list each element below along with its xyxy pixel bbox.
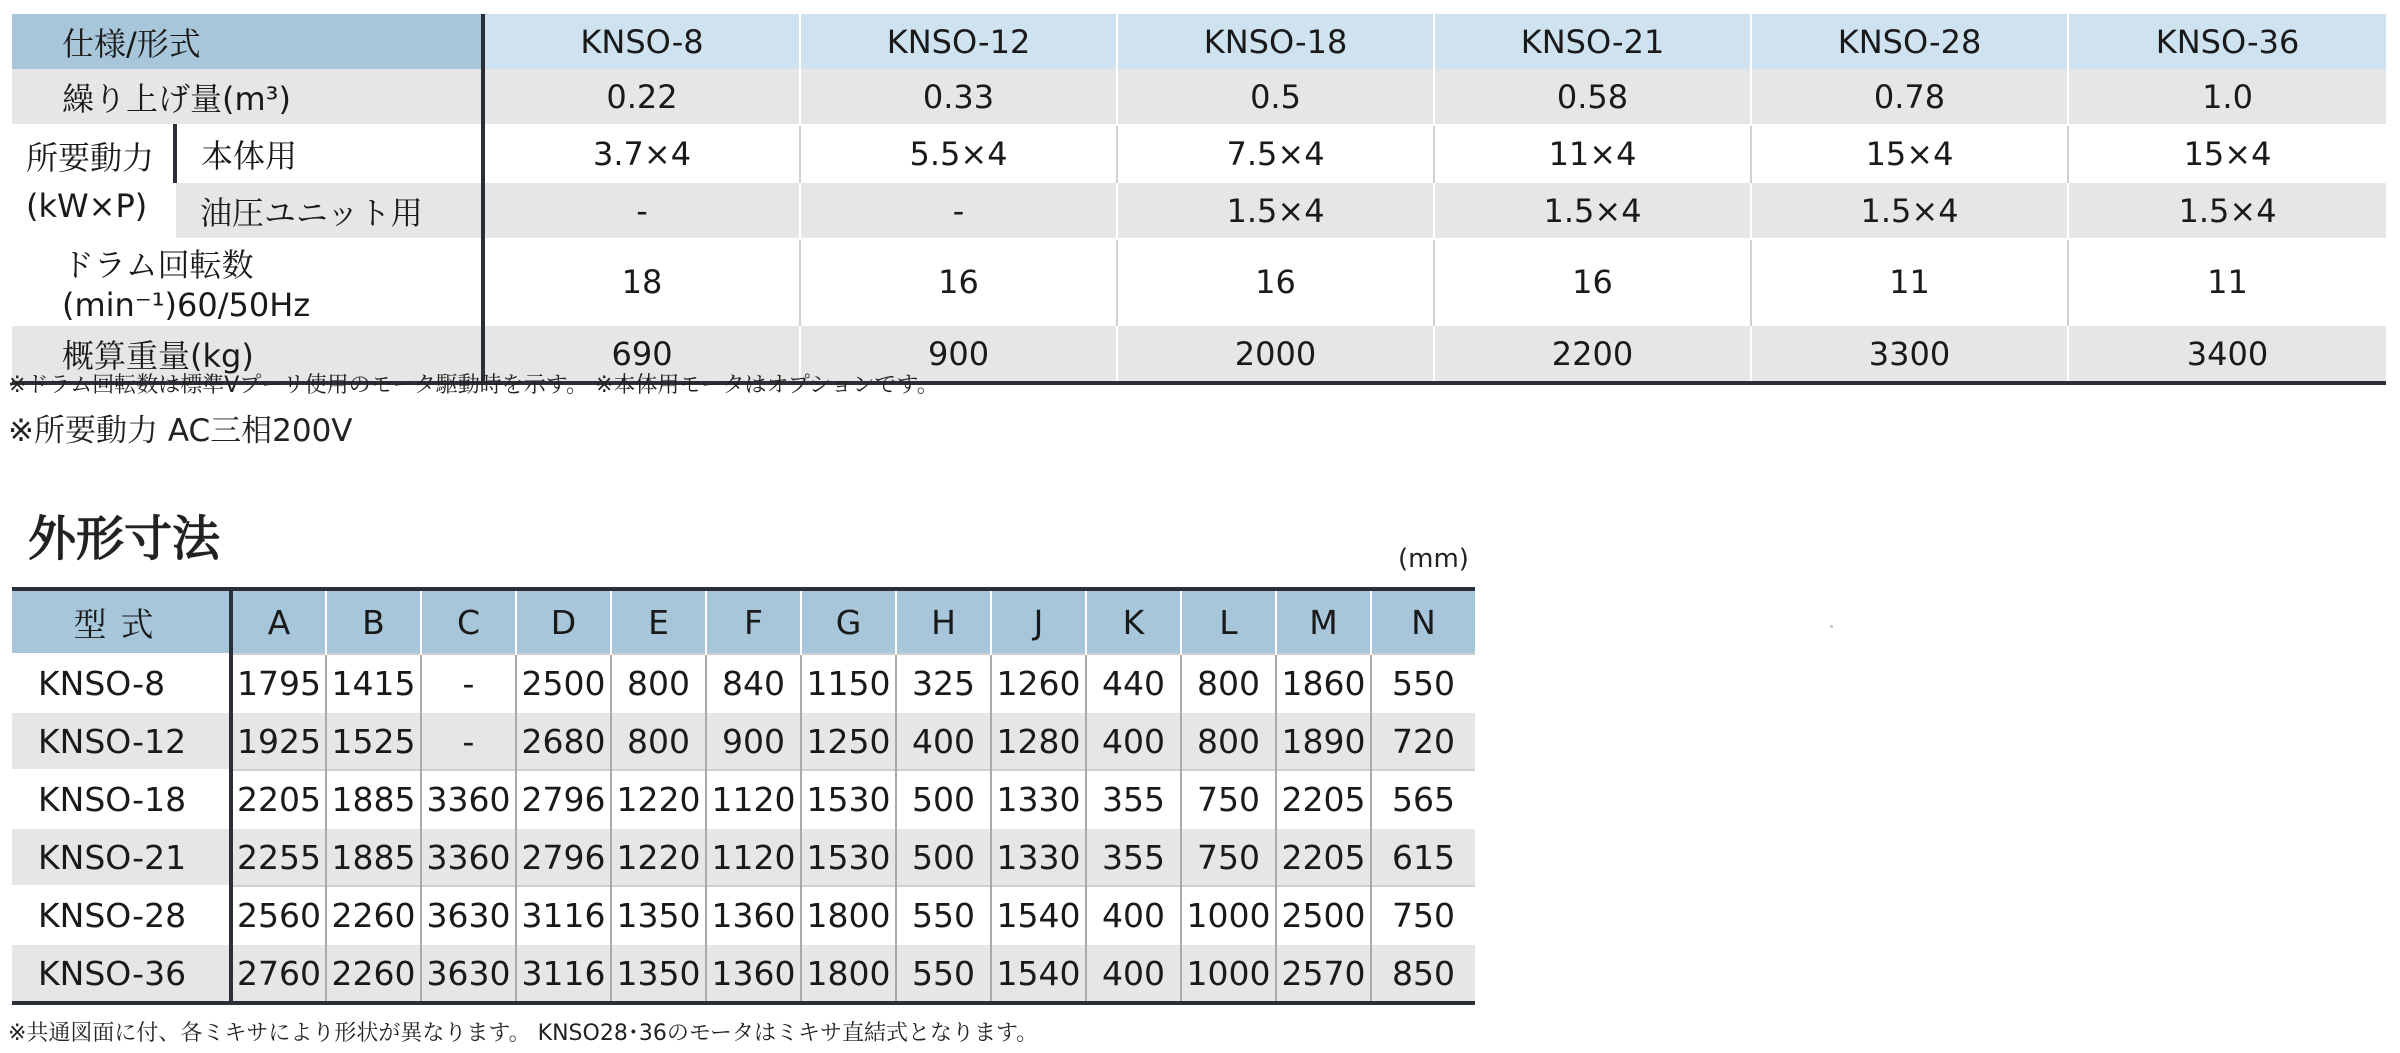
power-note: ※所要動力 AC三相200V	[8, 413, 353, 449]
dimension-cell: 2205	[1276, 828, 1371, 886]
dimension-cell: 355	[1086, 828, 1181, 886]
dimension-cell: 750	[1181, 770, 1276, 828]
model-header: KNSO-28	[1751, 14, 2068, 69]
dimension-cell: 2560	[231, 886, 326, 944]
dimension-cell: 720	[1371, 712, 1475, 770]
dimension-cell: 1250	[801, 712, 896, 770]
power-hydraulic-value: 1.5×4	[1434, 182, 1751, 239]
drum-speed-label: ドラム回転数(min⁻¹)60/50Hz	[12, 239, 483, 325]
weight-value: 2000	[1117, 325, 1434, 383]
dimension-cell: 565	[1371, 770, 1475, 828]
dimension-cell: 2796	[516, 770, 611, 828]
power-hydraulic-row	[12, 182, 2386, 239]
dimension-cell: 1860	[1276, 654, 1371, 712]
dimension-cell: 1120	[706, 770, 801, 828]
dimension-cell: 1415	[326, 654, 421, 712]
dimension-column-header: L	[1181, 589, 1276, 654]
row-model: KNSO-18	[12, 770, 231, 828]
power-body-row	[12, 125, 2386, 182]
dimensions-title: 外形寸法	[28, 511, 221, 567]
power-body-value: 5.5×4	[800, 125, 1117, 182]
table-row	[12, 944, 1475, 1003]
drum-speed-value: 18	[483, 239, 800, 325]
dimension-cell: -	[421, 654, 516, 712]
dimension-cell: 1260	[991, 654, 1086, 712]
dimension-cell: 3360	[421, 770, 516, 828]
dimension-cell: 1540	[991, 886, 1086, 944]
dimension-cell: 1360	[706, 886, 801, 944]
dimension-cell: 550	[1371, 654, 1475, 712]
dimension-cell: 1220	[611, 770, 706, 828]
dimension-cell: 2680	[516, 712, 611, 770]
table-row	[12, 828, 1475, 886]
dimension-cell: 1885	[326, 770, 421, 828]
capacity-value: 0.33	[800, 69, 1117, 125]
dimension-cell: 2205	[1276, 770, 1371, 828]
dimension-column-header: E	[611, 589, 706, 654]
weight-value: 690	[483, 325, 800, 383]
dimension-cell: 1925	[231, 712, 326, 770]
table-row	[12, 886, 1475, 944]
drum-speed-value: 11	[2068, 239, 2386, 325]
power-body-value: 3.7×4	[483, 125, 800, 182]
dimensions-unit: (mm)	[1398, 544, 1469, 574]
dimension-cell: 800	[611, 654, 706, 712]
power-body-value: 15×4	[2068, 125, 2386, 182]
power-group-label	[12, 125, 175, 239]
footer-note: ※共通図面に付、各ミキサにより形状が異なります。 KNSO28･36のモータはミキサ直結式となります。	[8, 1021, 1039, 1046]
dimension-cell: 3360	[421, 828, 516, 886]
dimension-cell: 400	[1086, 712, 1181, 770]
dimensions-header-label: 型式	[12, 589, 231, 654]
power-hydraulic-label: 油圧ユニット用	[175, 182, 483, 239]
dimension-cell: 400	[896, 712, 991, 770]
row-model: KNSO-36	[12, 944, 231, 1003]
dimension-column-header: K	[1086, 589, 1181, 654]
dimension-cell: 3630	[421, 886, 516, 944]
drum-speed-value: 16	[1117, 239, 1434, 325]
drum-speed-row	[12, 239, 2386, 325]
weight-value: 2200	[1434, 325, 1751, 383]
dimension-cell: 1540	[991, 944, 1086, 1003]
dimension-cell: 800	[611, 712, 706, 770]
drum-speed-value: 11	[1751, 239, 2068, 325]
dimension-cell: 1280	[991, 712, 1086, 770]
weight-label: 概算重量(kg)	[12, 325, 483, 383]
model-header: KNSO-8	[483, 14, 800, 69]
power-hydraulic-value: 1.5×4	[2068, 182, 2386, 239]
dimension-column-header: D	[516, 589, 611, 654]
capacity-row	[12, 69, 2386, 125]
dimension-cell: 750	[1371, 886, 1475, 944]
dimension-cell: 800	[1181, 712, 1276, 770]
capacity-value: 1.0	[2068, 69, 2386, 125]
power-group-line1: 所要動力	[26, 139, 155, 177]
dimension-cell: 2260	[326, 944, 421, 1003]
dimension-cell: 1000	[1181, 886, 1276, 944]
capacity-value: 0.5	[1117, 69, 1434, 125]
dimension-cell: 500	[896, 770, 991, 828]
dimension-column-header: J	[991, 589, 1086, 654]
table-row	[12, 712, 1475, 770]
dimension-cell: 400	[1086, 944, 1181, 1003]
drum-speed-value: 16	[800, 239, 1117, 325]
dimension-cell: 1525	[326, 712, 421, 770]
dimension-cell: 750	[1181, 828, 1276, 886]
power-body-label: 本体用	[175, 125, 483, 182]
power-group-line2: (kW×P)	[26, 187, 148, 225]
dimension-cell: 3116	[516, 944, 611, 1003]
dimension-cell: 1330	[991, 770, 1086, 828]
dimension-cell: 2205	[231, 770, 326, 828]
dimension-cell: 2500	[516, 654, 611, 712]
dimension-cell: 2260	[326, 886, 421, 944]
capacity-label: 繰り上げ量(m³)	[12, 69, 483, 125]
dimension-column-header: M	[1276, 589, 1371, 654]
dimension-cell: 325	[896, 654, 991, 712]
dimension-cell: 840	[706, 654, 801, 712]
table-row	[12, 770, 1475, 828]
dimension-cell: 1360	[706, 944, 801, 1003]
dimension-cell: 1885	[326, 828, 421, 886]
dimension-cell: 800	[1181, 654, 1276, 712]
dimension-cell: 2570	[1276, 944, 1371, 1003]
capacity-value: 0.22	[483, 69, 800, 125]
dimension-cell: 1800	[801, 944, 896, 1003]
dimension-cell: 850	[1371, 944, 1475, 1003]
dimension-cell: 355	[1086, 770, 1181, 828]
dimension-cell: 2255	[231, 828, 326, 886]
dimension-cell: 1350	[611, 944, 706, 1003]
dimension-column-header: A	[231, 589, 326, 654]
power-hydraulic-value: -	[483, 182, 800, 239]
dimension-column-header: B	[326, 589, 421, 654]
dimension-column-header: C	[421, 589, 516, 654]
dimension-cell: 615	[1371, 828, 1475, 886]
dimension-cell: 1530	[801, 770, 896, 828]
dimension-cell: 2796	[516, 828, 611, 886]
spec-header-label: 仕様/形式	[12, 14, 483, 69]
row-model: KNSO-28	[12, 886, 231, 944]
spec-table	[12, 14, 2386, 385]
dimension-cell: 1890	[1276, 712, 1371, 770]
dimension-cell: 550	[896, 886, 991, 944]
model-header: KNSO-21	[1434, 14, 1751, 69]
dimension-cell: -	[421, 712, 516, 770]
dimension-cell: 1150	[801, 654, 896, 712]
stray-dot	[1830, 625, 1833, 628]
dimension-cell: 3630	[421, 944, 516, 1003]
spec-note: ※ドラム回転数は標準Vプーリ使用のモータ駆動時を示す。 ※本体用モータはオプションです。	[8, 373, 939, 398]
dimension-cell: 1795	[231, 654, 326, 712]
model-header: KNSO-12	[800, 14, 1117, 69]
table-row	[12, 654, 1475, 712]
dimension-cell: 3116	[516, 886, 611, 944]
dimension-column-header: H	[896, 589, 991, 654]
row-model: KNSO-12	[12, 712, 231, 770]
dimension-cell: 1000	[1181, 944, 1276, 1003]
drum-speed-value: 16	[1434, 239, 1751, 325]
power-body-value: 7.5×4	[1117, 125, 1434, 182]
dimension-cell: 1120	[706, 828, 801, 886]
weight-value: 900	[800, 325, 1117, 383]
model-header: KNSO-36	[2068, 14, 2386, 69]
capacity-value: 0.58	[1434, 69, 1751, 125]
dimension-cell: 1530	[801, 828, 896, 886]
dimension-cell: 2760	[231, 944, 326, 1003]
dimension-cell: 1350	[611, 886, 706, 944]
dimension-cell: 900	[706, 712, 801, 770]
dimensions-table	[12, 587, 1475, 1005]
dimension-cell: 500	[896, 828, 991, 886]
dimension-column-header: N	[1371, 589, 1475, 654]
dimension-column-header: G	[801, 589, 896, 654]
capacity-value: 0.78	[1751, 69, 2068, 125]
power-hydraulic-value: -	[800, 182, 1117, 239]
dimension-cell: 400	[1086, 886, 1181, 944]
dimension-cell: 1330	[991, 828, 1086, 886]
dimensions-header-row	[12, 589, 1475, 654]
dimension-cell: 1220	[611, 828, 706, 886]
power-hydraulic-value: 1.5×4	[1117, 182, 1434, 239]
model-header: KNSO-18	[1117, 14, 1434, 69]
dimension-cell: 2500	[1276, 886, 1371, 944]
power-body-value: 15×4	[1751, 125, 2068, 182]
dimension-cell: 550	[896, 944, 991, 1003]
row-model: KNSO-8	[12, 654, 231, 712]
spec-header-row	[12, 14, 2386, 69]
weight-value: 3300	[1751, 325, 2068, 383]
weight-value: 3400	[2068, 325, 2386, 383]
dimension-cell: 1800	[801, 886, 896, 944]
power-hydraulic-value: 1.5×4	[1751, 182, 2068, 239]
dimension-column-header: F	[706, 589, 801, 654]
power-body-value: 11×4	[1434, 125, 1751, 182]
dimension-cell: 440	[1086, 654, 1181, 712]
row-model: KNSO-21	[12, 828, 231, 886]
